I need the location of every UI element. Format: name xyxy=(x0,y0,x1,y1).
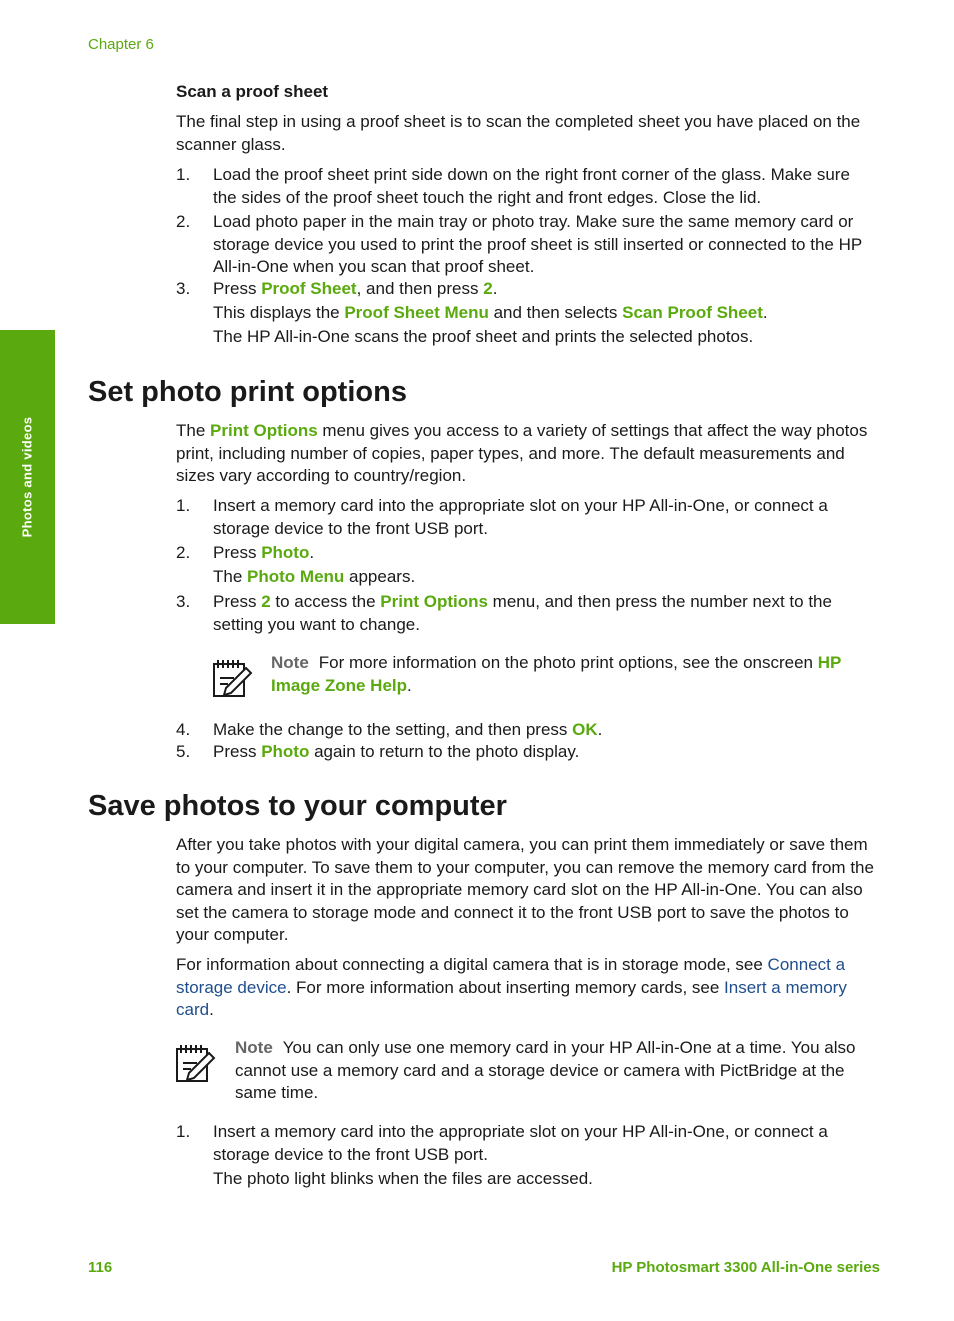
step-text: Press 2 to access the Print Options menu, and then press the number next to the setting you want to change. xyxy=(213,592,832,634)
footer-title: HP Photosmart 3300 All-in-One series xyxy=(611,1259,880,1276)
key-2-label: 2 xyxy=(483,279,493,298)
proof-sheet-menu-label: Proof Sheet Menu xyxy=(344,303,489,322)
scan-proof-sheet-label: Scan Proof Sheet xyxy=(622,303,763,322)
print-options-label: Print Options xyxy=(210,421,318,440)
key-2-label: 2 xyxy=(261,592,271,611)
step-text: Press Photo again to return to the photo display. xyxy=(213,742,580,761)
note-label: Note xyxy=(271,653,309,672)
side-tab xyxy=(0,330,55,624)
step-number: 3. xyxy=(176,279,191,298)
step-detail: The photo light blinks when the files are accessed. xyxy=(213,1169,593,1188)
section2-intro: The Print Options menu gives you access to a variety of settings that affect the way photos print, including number of copies, paper types, and more. The default measurements and sizes vary according to country/region. xyxy=(176,421,868,485)
note-icon xyxy=(175,1041,217,1083)
photo-button-label: Photo xyxy=(261,742,310,761)
note-label: Note xyxy=(235,1038,273,1057)
chapter-label: Chapter 6 xyxy=(88,36,154,53)
step-number: 1. xyxy=(176,165,191,184)
ok-button-label: OK xyxy=(572,720,598,739)
step-text: Load the proof sheet print side down on the right front corner of the glass. Make sure the sides of the proof sheet touch the right and front edges. Close the lid. xyxy=(213,165,850,207)
step-number: 5. xyxy=(176,742,191,761)
page-number: 116 xyxy=(88,1259,113,1276)
section-heading-photo-print-options: Set photo print options xyxy=(88,376,407,408)
step-text: Insert a memory card into the appropriate slot on your HP All-in-One, or connect a storage device to the front USB port. xyxy=(213,1122,828,1164)
note-text: Note For more information on the photo print options, see the onscreen HP Image Zone Help. xyxy=(271,653,842,695)
step-text: Press Proof Sheet, and then press 2. xyxy=(213,279,498,298)
step-text: Press Photo. xyxy=(213,543,315,562)
step-number: 3. xyxy=(176,592,191,611)
side-tab-label: Photos and videos xyxy=(19,416,35,538)
section1-intro: The final step in using a proof sheet is to scan the completed sheet you have placed on the scanner glass. xyxy=(176,112,861,154)
step-detail: The Photo Menu appears. xyxy=(213,567,416,586)
step-detail: This displays the Proof Sheet Menu and then selects Scan Proof Sheet. xyxy=(213,303,768,322)
step-detail: The HP All-in-One scans the proof sheet and prints the selected photos. xyxy=(213,327,754,346)
step-number: 1. xyxy=(176,496,191,515)
step-number: 4. xyxy=(176,720,191,739)
photo-button-label: Photo xyxy=(261,543,310,562)
section-heading-save-photos: Save photos to your computer xyxy=(88,790,507,822)
note-text: Note You can only use one memory card in your HP All-in-One at a time. You also cannot use a memory card and a storage device or camera with PictBridge at the same time. xyxy=(235,1038,856,1102)
section-heading-scan-proof: Scan a proof sheet xyxy=(176,82,329,101)
section3-para1: After you take photos with your digital camera, you can print them immediately or save them to your computer. To save them to your computer, you can remove the memory card from the camera and insert it in the appropriate memory card slot on the HP All-in-One. You can also set the camera to storage mode and connect it to the front USB port to save the photos to your computer. xyxy=(176,835,874,944)
hp-image-zone-help-label: HP Image Zone Help xyxy=(271,653,842,695)
step-text: Load photo paper in the main tray or photo tray. Make sure the same memory card or storage device you used to print the proof sheet is still inserted or connected to the HP All-in-One when you scan that proof sheet. xyxy=(213,212,862,276)
step-number: 1. xyxy=(176,1122,191,1141)
proof-sheet-button-label: Proof Sheet xyxy=(261,279,357,298)
insert-memory-card-link[interactable]: Insert a memory card xyxy=(176,977,847,1019)
photo-menu-label: Photo Menu xyxy=(247,567,345,586)
step-text: Make the change to the setting, and then press OK. xyxy=(213,720,603,739)
note-icon xyxy=(212,656,254,698)
step-text: Insert a memory card into the appropriate slot on your HP All-in-One, or connect a storage device to the front USB port. xyxy=(213,496,828,538)
connect-storage-device-link[interactable]: Connect a storage device xyxy=(176,955,846,997)
print-options-label: Print Options xyxy=(380,592,488,611)
step-number: 2. xyxy=(176,543,191,562)
step-number: 2. xyxy=(176,212,191,231)
section3-para2: For information about connecting a digital camera that is in storage mode, see Connect a storage device. For more information about inserting memory cards, see Insert a memory card. xyxy=(176,955,847,1019)
